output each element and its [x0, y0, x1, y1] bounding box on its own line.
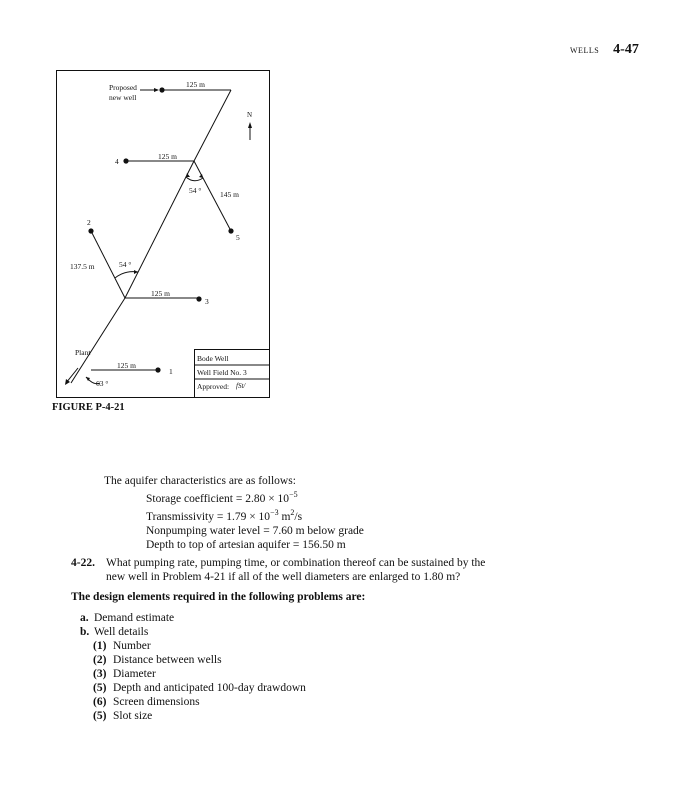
list-item [80, 625, 306, 639]
water-level: Nonpumping water level = 7.60 m below grade [146, 524, 364, 537]
label-dist-top: 125 m [186, 80, 205, 89]
trans-unit-exp: 2 [290, 507, 295, 517]
well-4-dot [123, 158, 128, 163]
well-5-dot [228, 228, 233, 233]
problem-line-1: What pumping rate, pumping time, or combination thereof can be sustained by the [106, 557, 486, 569]
well-field-diagram [56, 70, 270, 398]
main-pipeline [71, 90, 231, 383]
label-well-2: 2 [87, 218, 91, 227]
approval-signature: fSt/ [236, 382, 246, 390]
aquifer-intro: The aquifer characteristics are as follows: [104, 475, 296, 487]
depth-aquifer: Depth to top of artesian aquifer = 156.50 m [146, 538, 346, 551]
label-dist-w2: 137.5 m [70, 262, 95, 271]
page-number: 4-47 [613, 42, 639, 57]
north-arrow-head [248, 122, 252, 128]
subitem-number: (5) [93, 710, 107, 722]
subitem-number: (1) [93, 640, 107, 652]
subitem-text: Slot size [113, 710, 153, 722]
well-3-dot [196, 296, 201, 301]
label-dist-w3: 125 m [151, 289, 170, 298]
aquifer-values [104, 488, 364, 552]
item-letter: a. [80, 612, 89, 624]
figure-p-4-21 [56, 70, 270, 398]
label-angle-low: 63 ° [96, 379, 109, 388]
label-dist-w5: 145 m [220, 190, 239, 199]
title-block-row-1: Bode Well [197, 354, 229, 363]
trans-text: Transmissivity = 1.79 × 10 [146, 510, 271, 523]
title-block-row-3-label: Approved: [197, 382, 230, 391]
storage-exponent: −5 [289, 490, 298, 499]
list-subitem [80, 667, 306, 681]
problem-number: 4-22. [71, 557, 95, 569]
subitem-text: Diameter [113, 668, 156, 680]
item-text: Well details [94, 626, 149, 638]
subitem-number: (2) [93, 654, 107, 666]
trans-exponent: −3 [270, 507, 279, 517]
figure-caption: FIGURE P-4-21 [52, 402, 125, 413]
design-list [80, 611, 306, 723]
subitem-text: Screen dimensions [113, 696, 200, 708]
label-dist-w4: 125 m [158, 152, 177, 161]
list-subitem [80, 653, 306, 667]
section-title: WELLS [570, 46, 600, 55]
label-dist-w1: 125 m [117, 361, 136, 370]
subitem-text: Distance between wells [113, 654, 222, 666]
well-2-dot [88, 228, 93, 233]
trans-unit: m [278, 510, 291, 523]
subitem-number: (5) [93, 682, 107, 694]
label-well-5: 5 [236, 233, 240, 242]
trans-unit-suffix: /s [294, 510, 303, 523]
plant-arrow-head [65, 379, 70, 385]
label-proposed-2: new well [109, 93, 137, 102]
aquifer-characteristics [104, 474, 364, 552]
label-angle-mid: 54 ° [119, 260, 132, 269]
list-subitem [80, 709, 306, 723]
subitem-number: (3) [93, 668, 107, 680]
storage-coefficient [146, 488, 364, 506]
label-angle-upper: 54 ° [189, 186, 202, 195]
subitem-text: Depth and anticipated 100-day drawdown [113, 682, 306, 694]
list-subitem [80, 639, 306, 653]
problem-4-22 [71, 556, 541, 584]
storage-text: Storage coefficient = 2.80 × 10 [146, 492, 290, 505]
label-proposed-1: Proposed [109, 83, 137, 92]
label-well-3: 3 [205, 297, 209, 306]
running-header [570, 40, 639, 58]
item-text: Demand estimate [94, 612, 175, 624]
item-letter: b. [80, 626, 90, 638]
list-subitem [80, 681, 306, 695]
label-well-1: 1 [169, 367, 173, 376]
design-heading: The design elements required in the following problems are: [71, 591, 366, 603]
label-well-4: 4 [115, 157, 119, 166]
angle-arc-upper [186, 177, 203, 181]
list-subitem [80, 695, 306, 709]
well-1-dot [155, 367, 160, 372]
proposed-well-dot [159, 87, 164, 92]
problem-line-2: new well in Problem 4-21 if all of the well diameters are enlarged to 1.80 m? [106, 571, 461, 583]
subitem-number: (6) [93, 696, 107, 708]
transmissivity [146, 506, 364, 524]
label-plant: Plant [75, 348, 91, 357]
label-north: N [247, 111, 253, 119]
list-item [80, 611, 306, 625]
subitem-text: Number [113, 640, 151, 652]
title-block-row-2: Well Field No. 3 [197, 368, 247, 377]
proposed-arrow-head [154, 88, 159, 92]
